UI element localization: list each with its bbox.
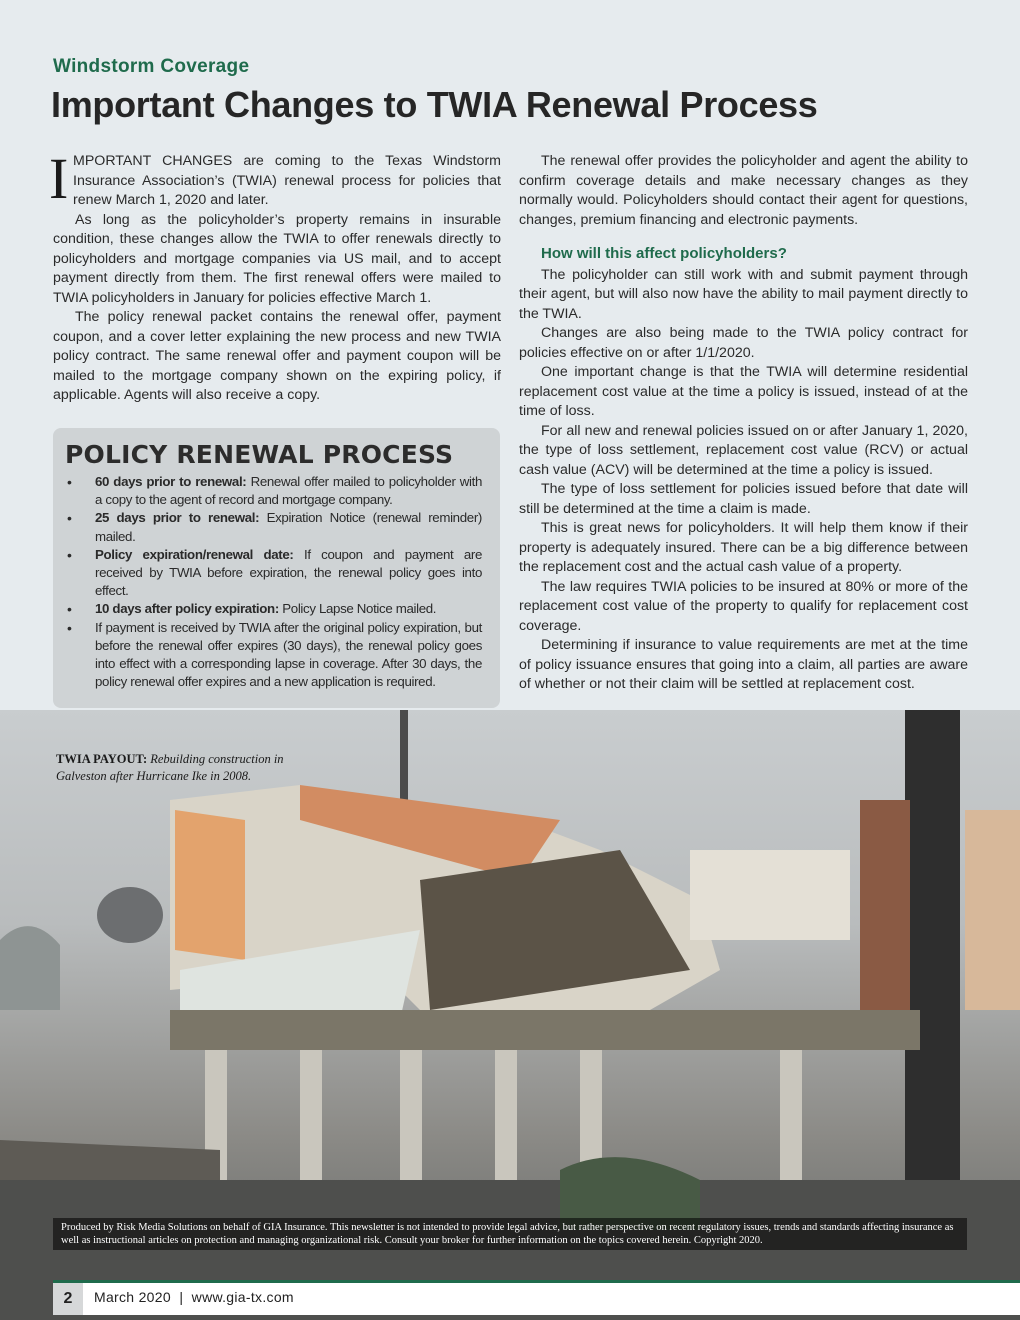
list-item <box>65 473 482 509</box>
step-text: Expiration Notice (renewal reminder) mailed. <box>95 510 482 544</box>
body-paragraph: This is great news for policyholders. It will help them know if their property is adequately insured. There can be a big difference between the replacement cost and the actual cash value of a property. <box>519 520 968 575</box>
page-title: Important Changes to TWIA Renewal Process <box>51 84 818 125</box>
photo-caption <box>56 751 336 785</box>
renewal-steps-list <box>65 473 482 691</box>
step-text: If coupon and payment are received by TWIA before expiration, the renewal policy goes into effect. <box>95 546 482 599</box>
section-subhead: How will this affect policyholders? <box>541 245 787 262</box>
body-paragraph: For all new and renewal policies issued on or after January 1, 2020, the type of loss settlement, replacement cost value (RCV) or actual cash value (ACV) will be determined at the time a policy is issued. <box>519 422 968 478</box>
box-title: POLICY RENEWAL PROCESS <box>65 440 454 469</box>
right-column <box>519 152 968 695</box>
list-item <box>65 600 482 618</box>
body-paragraph: As long as the policyholder’s property remains in insurable condition, these changes allow the TWIA to offer renewals directly to policyholders and mortgage companies via US mail, and to accept payment directly from them. The first renewal offers were mailed to TWIA policyholders in January for policies effective March 1. <box>53 211 501 306</box>
issue-date: March 2020 <box>94 1289 171 1305</box>
caption-label: TWIA PAYOUT: <box>56 752 148 766</box>
list-item <box>65 546 482 601</box>
lead-paragraph <box>49 146 501 211</box>
intro-paragraph: The renewal offer provides the policyholder and agent the ability to confirm coverage details and make necessary changes as they normally would. Policyholders should contact their agent for questions, changes, premium financing and electronic payments. <box>519 153 968 228</box>
bullet-icon: • <box>67 601 72 618</box>
bullet-icon: • <box>67 619 72 636</box>
bullet-icon: • <box>67 474 72 490</box>
page-number: 2 <box>53 1283 83 1315</box>
body-paragraph: The policyholder can still work with and submit payment through their agent, but will also now have the ability to mail payment directly to the TWIA. <box>519 266 968 322</box>
step-lead: 60 days prior to renewal: <box>95 474 247 489</box>
body-paragraph: The policy renewal packet contains the renewal offer, payment coupon, and a cover letter explaining the new process and new TWIA policy contract. The same renewal offer and payment coupon will be mailed to the mortgage company shown on the expiring policy, if applicable. Agents will also receive a copy. <box>53 309 501 403</box>
section-kicker: Windstorm Coverage <box>53 56 250 77</box>
footer-separator: | <box>179 1289 184 1305</box>
step-lead: Policy expiration/renewal date: <box>95 546 294 562</box>
caption-text: Rebuilding construction in Galveston after Hurricane Ike in 2008. <box>56 752 284 783</box>
bullet-icon: • <box>67 510 72 527</box>
website-link[interactable]: www.gia-tx.com <box>191 1289 294 1305</box>
page-footer <box>53 1280 1020 1315</box>
footer-info <box>94 1289 294 1305</box>
left-column <box>49 146 501 406</box>
body-paragraph: The type of loss settlement for policies issued before that date will still be determined at the time a claim is made. <box>519 481 968 517</box>
body-paragraph: One important change is that the TWIA will determine residential replacement cost value at the time a policy is issued, instead of at the time of loss. <box>519 364 968 419</box>
step-lead: 10 days after policy expiration: <box>95 601 279 617</box>
disclaimer-text: Produced by Risk Media Solutions on behalf of GIA Insurance. This newsletter is not intended to provide legal advice, but rather perspective on recent regulatory issues, trends and standards affecting insurance as well as instructional articles on protection and managing organizational risk. Consult your broker for further information on the topics covered herein. Copyright 2020. <box>53 1218 967 1250</box>
list-item <box>65 509 482 545</box>
step-text: Policy Lapse Notice mailed. <box>282 601 437 617</box>
step-text: Renewal offer mailed to policyholder with a copy to the agent of record and mortgage company. <box>95 474 482 508</box>
drop-cap: I <box>49 146 69 211</box>
list-item <box>65 619 482 692</box>
bullet-icon: • <box>67 546 72 563</box>
body-paragraph: Changes are also being made to the TWIA policy contract for policies effective on or after 1/1/2020. <box>519 325 968 361</box>
policy-renewal-box <box>53 428 500 708</box>
lead-text: MPORTANT CHANGES are coming to the Texas Windstorm Insurance Association’s (TWIA) renewal process for policies that renew March 1, 2020 and later. <box>73 153 501 208</box>
step-lead: 25 days prior to renewal: <box>95 510 260 526</box>
body-paragraph: The law requires TWIA policies to be insured at 80% or more of the replacement cost value of the property to qualify for replacement cost coverage. <box>519 578 968 634</box>
step-text: If payment is received by TWIA after the original policy expiration, but before the renewal offer expires (30 days), the renewal policy goes into effect with a corresponding lapse in coverage. After 30 days, the policy renewal offer expires and a new application is required. <box>95 619 482 690</box>
body-paragraph: Determining if insurance to value requirements are met at the time of policy issuance ensures that going into a claim, all parties are aware of whether or not their claim will be settled at replacement cost. <box>519 637 968 692</box>
